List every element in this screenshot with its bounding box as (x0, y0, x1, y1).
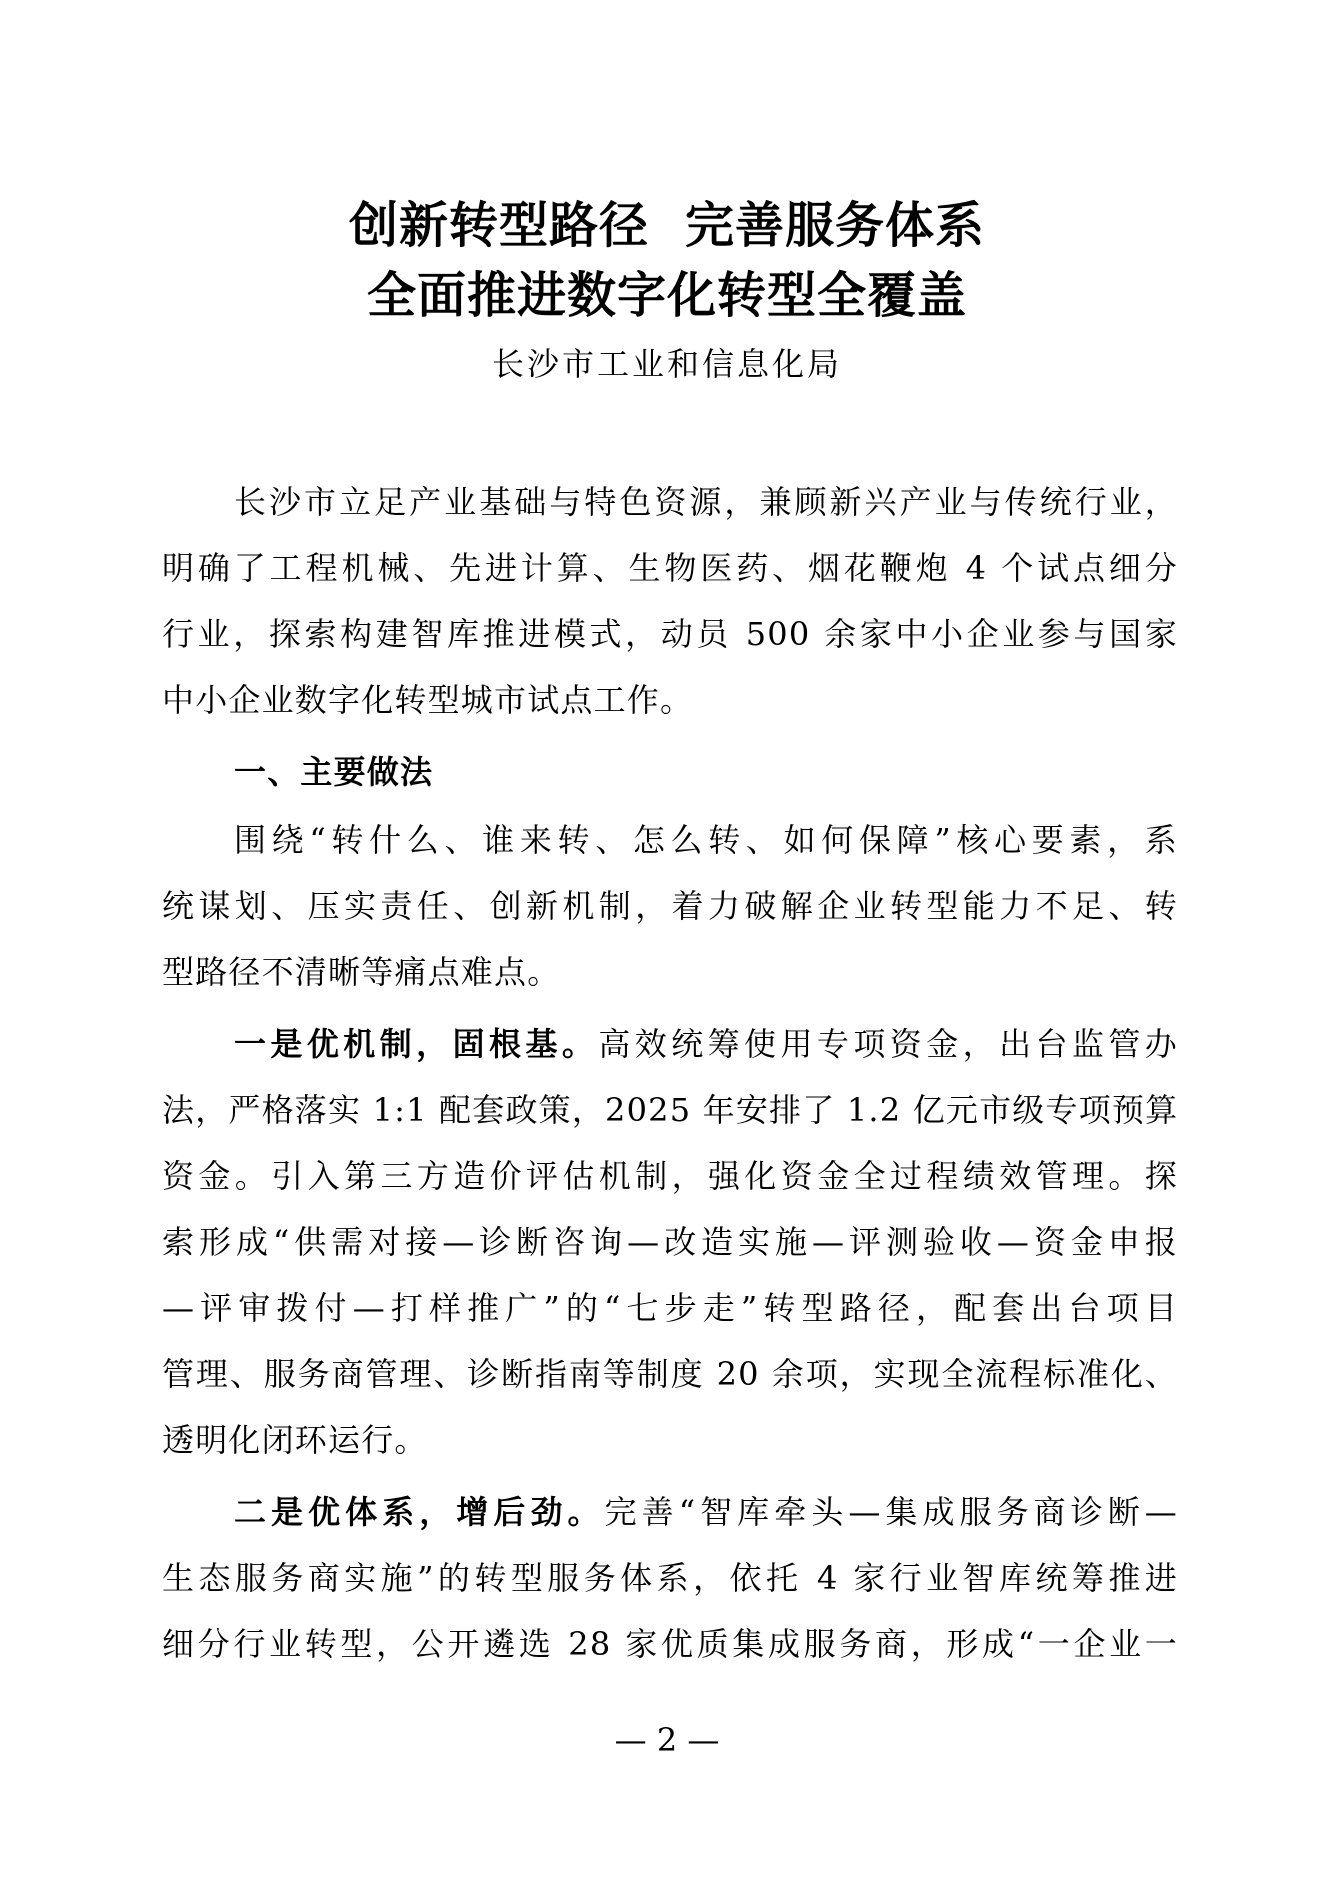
point2-first-line-rest: 完善“智库牵头—集成服务商诊断— (604, 1493, 1178, 1531)
document-title-line-2: 全面推进数字化转型全覆盖 (366, 267, 967, 324)
intro-line-4: 中小企业数字化转型城市试点工作。 (162, 681, 694, 719)
point2-line-2: 生态服务商实施”的转型服务体系，依托 4 家行业智库统筹推进 (162, 1559, 1178, 1597)
document-title-line-1: 创新转型路径 完善服务体系 (348, 197, 986, 254)
section-intro-line-3: 型路径不清晰等痛点难点。 (162, 953, 561, 991)
point1-line-1 (162, 1022, 1178, 1066)
document-author: 长沙市工业和信息化局 (491, 345, 842, 383)
point2-lead: 二是优体系，增后劲。 (234, 1493, 605, 1531)
point1-line-5: —评审拨付—打样推广”的“七步走”转型路径，配套出台项目 (162, 1289, 1178, 1327)
point1-lead: 一是优机制，固根基。 (234, 1025, 599, 1063)
point1-line-2: 法，严格落实 1:1 配套政策，2025 年安排了 1.2 亿元市级专项预算 (162, 1091, 1179, 1129)
point2-line-1 (162, 1490, 1178, 1534)
section-intro-line-2: 统谋划、压实责任、创新机制，着力破解企业转型能力不足、转 (162, 887, 1178, 925)
section-heading: 一、主要做法 (234, 753, 434, 791)
point1-line-6: 管理、服务商管理、诊断指南等制度 20 余项，实现全流程标准化、 (162, 1355, 1178, 1393)
intro-line-1: 长沙市立足产业基础与特色资源，兼顾新兴产业与传统行业， (234, 483, 1178, 521)
intro-line-2: 明确了工程机械、先进计算、生物医药、烟花鞭炮 4 个试点细分 (162, 549, 1178, 587)
point1-line-3: 资金。引入第三方造价评估机制，强化资金全过程绩效管理。探 (162, 1157, 1178, 1195)
point2-line-3: 细分行业转型，公开遴选 28 家优质集成服务商，形成“一企业一 (162, 1625, 1178, 1663)
point1-first-line-rest: 高效统筹使用专项资金，出台监管办 (598, 1025, 1178, 1063)
point1-line-4: 索形成“供需对接—诊断咨询—改造实施—评测验收—资金申报 (162, 1223, 1178, 1261)
section-intro-line-1: 围绕“转什么、谁来转、怎么转、如何保障”核心要素，系 (234, 821, 1178, 859)
intro-line-3: 行业，探索构建智库推进模式，动员 500 余家中小企业参与国家 (162, 615, 1178, 653)
page-number: — 2 — (614, 1721, 720, 1759)
point1-line-7: 透明化闭环运行。 (162, 1421, 428, 1459)
